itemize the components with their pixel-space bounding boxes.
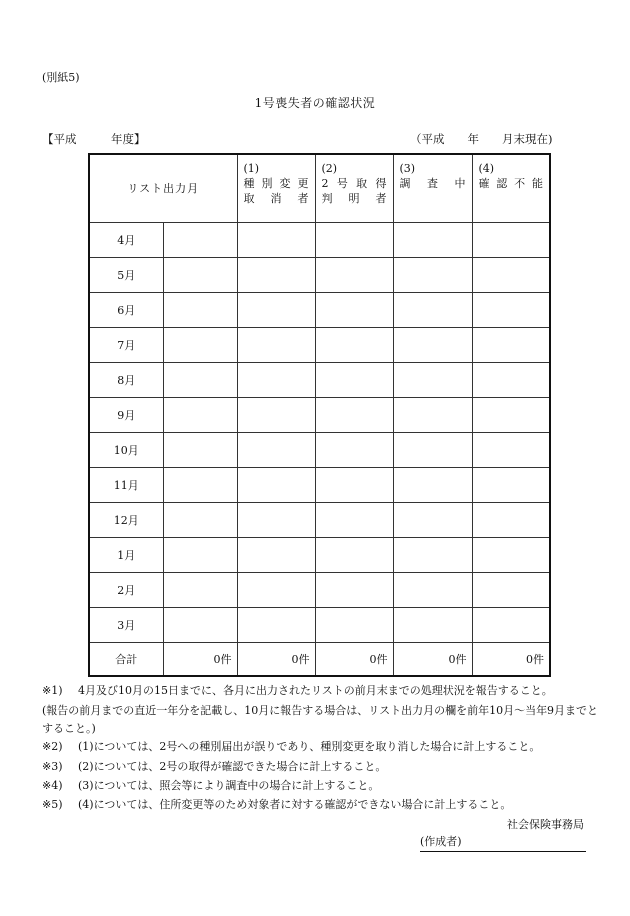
month-label: 2月	[89, 572, 163, 607]
data-cell[interactable]	[472, 222, 550, 257]
data-cell[interactable]	[315, 362, 393, 397]
attachment-label: (別紙5)	[42, 71, 80, 84]
table-row	[89, 327, 550, 362]
month-label: 4月	[89, 222, 163, 257]
data-cell[interactable]	[237, 362, 315, 397]
data-cell[interactable]	[472, 537, 550, 572]
data-cell[interactable]	[237, 502, 315, 537]
list-count-cell[interactable]	[163, 467, 237, 502]
note-1	[42, 684, 553, 698]
total-row	[89, 642, 550, 676]
note-3	[42, 760, 386, 774]
data-cell[interactable]	[315, 432, 393, 467]
column-title: 2号取得	[321, 177, 387, 190]
data-cell[interactable]	[472, 257, 550, 292]
data-cell[interactable]	[315, 502, 393, 537]
month-label: 3月	[89, 607, 163, 642]
note-text: (1)については、2号への種別届出が誤りであり、種別変更を取り消した場合に計上すること。	[78, 740, 541, 753]
list-count-cell[interactable]	[163, 327, 237, 362]
column-number: (4)	[478, 162, 495, 175]
column-title: 判明者	[321, 192, 387, 205]
data-cell[interactable]	[315, 292, 393, 327]
total-value: 0件	[237, 642, 315, 676]
list-count-cell[interactable]	[163, 257, 237, 292]
data-cell[interactable]	[237, 222, 315, 257]
column-title: 取消者	[243, 192, 309, 205]
data-cell[interactable]	[393, 327, 472, 362]
column-header	[472, 154, 550, 222]
data-cell[interactable]	[472, 362, 550, 397]
data-cell[interactable]	[393, 292, 472, 327]
data-cell[interactable]	[237, 572, 315, 607]
list-count-cell[interactable]	[163, 222, 237, 257]
data-cell[interactable]	[472, 397, 550, 432]
table-row	[89, 222, 550, 257]
table-row	[89, 537, 550, 572]
note-mark: ※4)	[42, 779, 63, 792]
list-count-cell[interactable]	[163, 607, 237, 642]
data-cell[interactable]	[393, 362, 472, 397]
note-mark: ※3)	[42, 760, 63, 773]
table-row	[89, 467, 550, 502]
total-value: 0件	[163, 642, 237, 676]
table-row	[89, 502, 550, 537]
month-label: 1月	[89, 537, 163, 572]
data-cell[interactable]	[315, 537, 393, 572]
list-count-cell[interactable]	[163, 502, 237, 537]
data-cell[interactable]	[472, 502, 550, 537]
data-cell[interactable]	[472, 292, 550, 327]
column-number: (2)	[321, 162, 338, 175]
data-cell[interactable]	[237, 257, 315, 292]
table-row	[89, 397, 550, 432]
month-label: 5月	[89, 257, 163, 292]
data-cell[interactable]	[393, 397, 472, 432]
data-cell[interactable]	[393, 607, 472, 642]
data-cell[interactable]	[315, 397, 393, 432]
note-5	[42, 798, 511, 812]
list-count-cell[interactable]	[163, 537, 237, 572]
data-cell[interactable]	[393, 537, 472, 572]
table-row	[89, 292, 550, 327]
note-1-continuation: (報告の前月までの直近一年分を記載し、10月に報告する場合は、リスト出力月の欄を前年10月～当年9月までとすること。)	[42, 704, 599, 735]
table-row	[89, 572, 550, 607]
month-label: 6月	[89, 292, 163, 327]
list-count-cell[interactable]	[163, 292, 237, 327]
total-value: 0件	[393, 642, 472, 676]
list-count-cell[interactable]	[163, 397, 237, 432]
author-field[interactable]: (作成者)	[420, 833, 586, 852]
data-cell[interactable]	[237, 397, 315, 432]
month-label: 8月	[89, 362, 163, 397]
data-cell[interactable]	[472, 607, 550, 642]
data-cell[interactable]	[472, 432, 550, 467]
status-table	[88, 153, 551, 677]
data-cell[interactable]	[237, 467, 315, 502]
total-label: 合計	[89, 642, 163, 676]
list-month-header: リスト出力月	[89, 154, 237, 222]
data-cell[interactable]	[472, 327, 550, 362]
column-number: (3)	[399, 162, 416, 175]
fiscal-year-label: 【平成 年度】	[42, 132, 146, 146]
data-cell[interactable]	[393, 502, 472, 537]
data-cell[interactable]	[315, 222, 393, 257]
column-header	[315, 154, 393, 222]
note-text: 4月及び10月の15日までに、各月に出力されたリストの前月末までの処理状況を報告すること。	[78, 684, 553, 697]
column-number: (1)	[243, 162, 260, 175]
total-value: 0件	[315, 642, 393, 676]
column-title: 調査中	[399, 177, 466, 190]
data-cell[interactable]	[393, 432, 472, 467]
page-title: 1号喪失者の確認状況	[254, 96, 376, 110]
data-cell[interactable]	[237, 432, 315, 467]
list-count-cell[interactable]	[163, 362, 237, 397]
table-row	[89, 607, 550, 642]
note-mark: ※5)	[42, 798, 63, 811]
data-cell[interactable]	[237, 327, 315, 362]
note-mark: ※2)	[42, 740, 63, 753]
list-count-cell[interactable]	[163, 432, 237, 467]
table-row	[89, 432, 550, 467]
data-cell[interactable]	[315, 607, 393, 642]
data-cell[interactable]	[472, 572, 550, 607]
table-header-row	[89, 154, 550, 222]
office-name: 社会保険事務局	[507, 818, 584, 831]
data-cell[interactable]	[393, 467, 472, 502]
table-row	[89, 257, 550, 292]
note-text: (2)については、2号の取得が確認できた場合に計上すること。	[78, 760, 387, 773]
column-title: 種別変更	[243, 177, 309, 190]
data-cell[interactable]	[237, 607, 315, 642]
month-label: 11月	[89, 467, 163, 502]
column-header	[393, 154, 472, 222]
month-label: 12月	[89, 502, 163, 537]
list-count-cell[interactable]	[163, 572, 237, 607]
note-4	[42, 779, 379, 793]
month-label: 10月	[89, 432, 163, 467]
table-row	[89, 362, 550, 397]
data-cell[interactable]	[237, 537, 315, 572]
note-text: (3)については、照会等により調査中の場合に計上すること。	[78, 779, 380, 792]
data-cell[interactable]	[472, 467, 550, 502]
data-cell[interactable]	[393, 222, 472, 257]
data-cell[interactable]	[315, 572, 393, 607]
data-cell[interactable]	[393, 572, 472, 607]
data-cell[interactable]	[393, 257, 472, 292]
data-cell[interactable]	[315, 257, 393, 292]
data-cell[interactable]	[237, 292, 315, 327]
month-label: 7月	[89, 327, 163, 362]
note-2	[42, 740, 540, 754]
column-title: 確認不能	[478, 177, 543, 190]
data-cell[interactable]	[315, 327, 393, 362]
data-cell[interactable]	[315, 467, 393, 502]
note-mark: ※1)	[42, 684, 63, 697]
column-header	[237, 154, 315, 222]
total-value: 0件	[472, 642, 550, 676]
as-of-date-label: （平成 年 月末現在)	[410, 132, 553, 146]
note-text: (4)については、住所変更等のため対象者に対する確認ができない場合に計上すること。	[78, 798, 512, 811]
month-label: 9月	[89, 397, 163, 432]
